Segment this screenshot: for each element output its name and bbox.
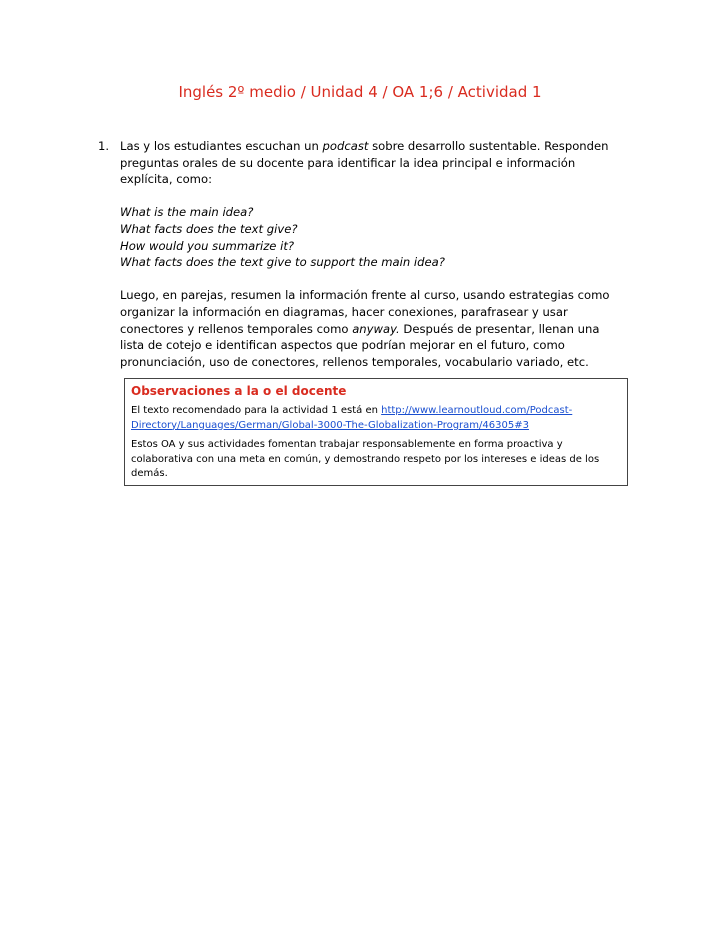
intro-text-after: sobre desarrollo sustentable. Responden preguntas orales de su docente para identificar la idea principal e información explícita, como: bbox=[120, 139, 609, 187]
activity-intro bbox=[120, 138, 625, 188]
intro-emphasis: podcast bbox=[322, 139, 369, 153]
intro-text-before: Las y los estudiantes escuchan un bbox=[120, 139, 323, 153]
question-list bbox=[120, 204, 625, 270]
summary-emphasis: anyway. bbox=[352, 321, 400, 336]
activity-summary-paragraph bbox=[120, 287, 625, 370]
summary-text-after: Después de presentar, llenan una lista de cotejo e identifican aspectos que podrían mejorar en el futuro, como pronunciación, uso de conectores, rellenos temporales, vocabulario variado, etc. bbox=[120, 321, 600, 369]
question-item: What facts does the text give? bbox=[120, 221, 298, 236]
teacher-notes-box bbox=[124, 378, 628, 486]
summary-text-before: Luego, en parejas, resumen la información frente al curso, usando estrategias como organizar la información en diagramas, hacer conexiones, parafrasear y usar conectores y rellenos temporales como bbox=[120, 288, 610, 336]
notes-heading: Observaciones a la o el docente bbox=[131, 384, 347, 398]
question-item: What facts does the text give to support the main idea? bbox=[120, 255, 445, 270]
activity-number: 1. bbox=[98, 139, 110, 153]
question-item: What is the main idea? bbox=[120, 205, 254, 220]
notes-paragraph-values: Estos OA y sus actividades fomentan trabajar responsablemente en forma proactiva y colaborativa con una meta en común, y demostrando respeto por los intereses e ideas de los demás. bbox=[131, 439, 600, 480]
podcast-link[interactable]: http://www.learnoutloud.com/Podcast-Directory/Languages/German/Global-3000-The-Globalization-Program/46305#3 bbox=[131, 405, 573, 431]
activity-body bbox=[120, 138, 625, 370]
page-title: Inglés 2º medio / Unidad 4 / OA 1;6 / Actividad 1 bbox=[178, 83, 542, 101]
notes-resource-text: El texto recomendado para la actividad 1 está en bbox=[131, 405, 382, 416]
notes-paragraph-resource bbox=[131, 404, 621, 433]
question-item: How would you summarize it? bbox=[120, 238, 295, 253]
